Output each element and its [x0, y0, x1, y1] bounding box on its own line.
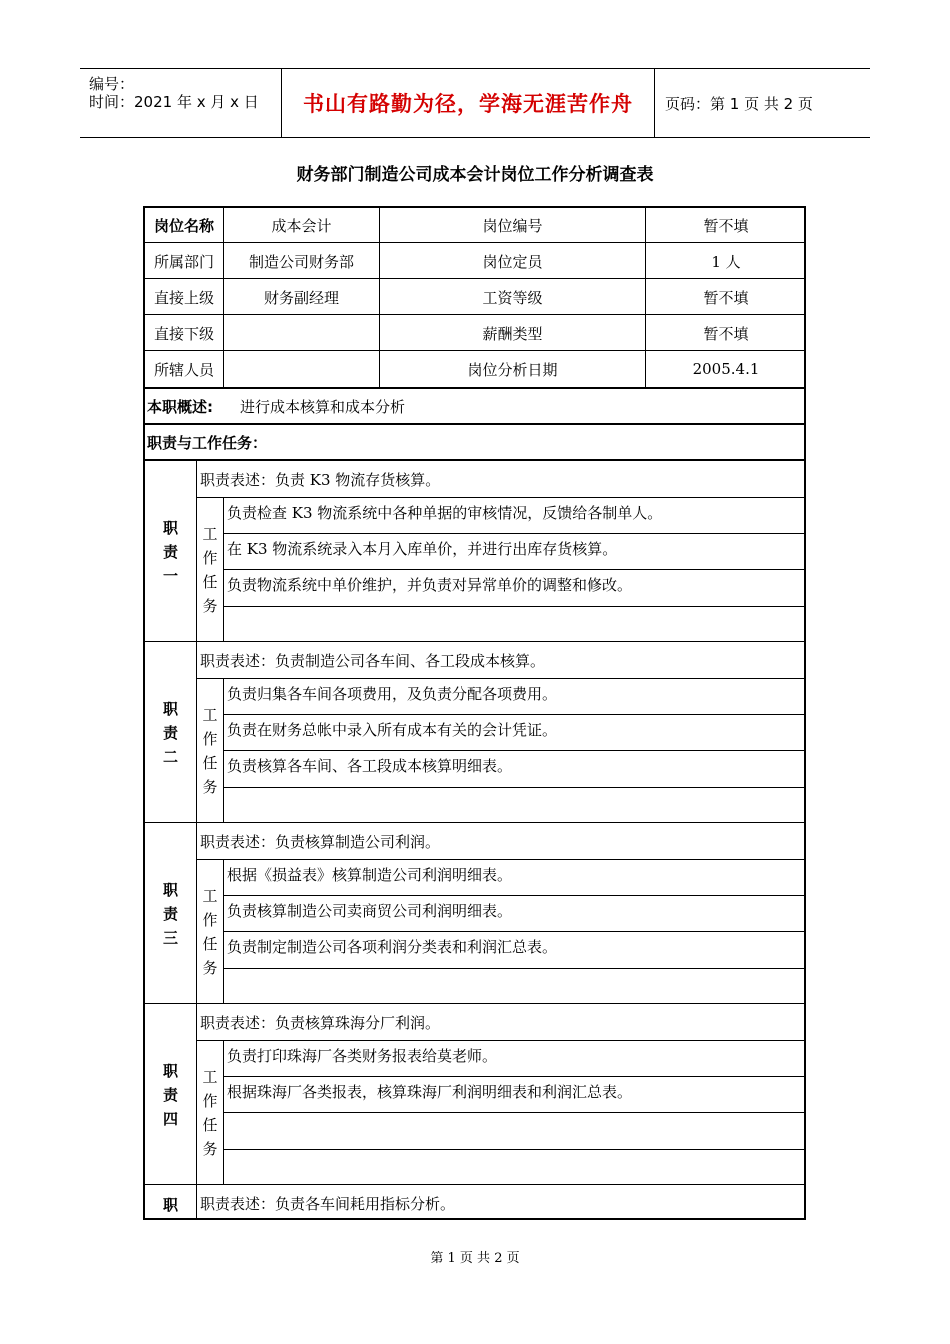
- header-page-box: [655, 69, 870, 137]
- header-meta: [80, 69, 282, 137]
- duty-statement: 职责表述：负责各车间耗用指标分析。: [200, 1194, 456, 1213]
- duty-statement: 职责表述：负责核算制造公司利润。: [200, 832, 441, 851]
- task-label-char: 工: [202, 886, 218, 905]
- info-value: 制造公司财务部: [248, 252, 354, 271]
- task-item: [227, 787, 802, 817]
- task-label-char: 作: [202, 729, 218, 748]
- duty-name-char: 三: [162, 928, 178, 947]
- task-label-char: 任: [202, 1115, 218, 1134]
- header-motto-box: [282, 69, 655, 137]
- info-value-2: 暂不填: [703, 324, 749, 343]
- task-item: 负责制定制造公司各项利润分类表和利润汇总表。: [227, 938, 558, 957]
- info-label-2: 岗位编号: [482, 216, 543, 235]
- summary-label: 本职概述:: [147, 397, 213, 416]
- info-label: 岗位名称: [153, 216, 214, 235]
- task-item: [227, 1149, 802, 1179]
- duty-statement: 职责表述：负责核算珠海分厂利润。: [200, 1013, 441, 1032]
- task-label-char: 作: [202, 1091, 218, 1110]
- duty-statement: 职责表述：负责 K3 物流存货核算。: [200, 470, 441, 489]
- duty-left-divider: [196, 1183, 197, 1220]
- duty-name-char: 职: [162, 1061, 178, 1080]
- task-label-char: 工: [202, 524, 218, 543]
- duty-name-char: 责: [162, 723, 178, 742]
- duty-name-char: 职: [162, 1196, 178, 1214]
- info-value: [224, 352, 379, 386]
- info-label-2: 薪酬类型: [482, 324, 543, 343]
- info-label-2: 岗位分析日期: [467, 360, 558, 379]
- duty-name: [145, 461, 196, 642]
- task-item: [227, 606, 802, 636]
- document-title: 财务部门制造公司成本会计岗位工作分析调查表: [296, 165, 654, 185]
- info-label: 所属部门: [153, 252, 214, 271]
- info-value: 财务副经理: [263, 288, 339, 307]
- task-item: 负责打印珠海厂各类财务报表给莫老师。: [227, 1047, 498, 1065]
- motto: 书山有路勤为径，学海无涯苦作舟: [303, 92, 633, 116]
- duty-name-char: 责: [162, 1085, 178, 1104]
- duty-statement: 职责表述：负责制造公司各车间、各工段成本核算。: [200, 651, 546, 670]
- task-label-char: 任: [202, 934, 218, 953]
- duty-name-char: 责: [162, 904, 178, 923]
- duty-name-char: 四: [162, 1109, 178, 1128]
- task-label-char: 务: [202, 777, 218, 796]
- page-header: [80, 68, 870, 138]
- job-analysis-form: [143, 206, 806, 1220]
- info-label: 所辖人员: [153, 360, 214, 379]
- task-item: 负责在财务总帐中录入所有成本有关的会计凭证。: [227, 721, 558, 740]
- info-value-2: 暂不填: [703, 288, 749, 307]
- task-label-char: 务: [202, 1139, 218, 1158]
- info-value-2: 1 人: [711, 252, 741, 271]
- duties-header: 职责与工作任务：: [147, 433, 268, 452]
- task-label: [197, 497, 223, 642]
- info-value-2: 暂不填: [703, 216, 749, 235]
- task-label-char: 工: [202, 1067, 218, 1086]
- task-item: 在 K3 物流系统录入本月入库单价，并进行出库存货核算。: [227, 540, 618, 559]
- task-label-char: 作: [202, 548, 218, 567]
- info-label-2: 工资等级: [482, 288, 543, 307]
- info-label: 直接下级: [153, 324, 214, 343]
- task-item: 负责核算各车间、各工段成本核算明细表。: [227, 757, 513, 776]
- duty-name-char: 职: [162, 699, 178, 718]
- task-label-char: 任: [202, 753, 218, 772]
- info-value: 成本会计: [271, 216, 332, 235]
- number-label: 编号：: [89, 75, 135, 93]
- task-item: 负责检查 K3 物流系统中各种单据的审核情况，反馈给各制单人。: [227, 504, 663, 522]
- duty-name: [145, 1004, 196, 1185]
- info-value: [224, 316, 379, 350]
- page-indicator: 页码：第 1 页 共 2 页: [665, 94, 813, 113]
- task-item: [227, 1112, 802, 1142]
- duty-name-char: 二: [162, 747, 178, 766]
- task-label: [197, 1040, 223, 1185]
- duty-name-char: 一: [162, 566, 178, 585]
- task-item: 根据《损益表》核算制造公司利润明细表。: [227, 866, 513, 884]
- task-item: 根据珠海厂各类报表，核算珠海厂利润明细表和利润汇总表。: [227, 1083, 633, 1102]
- duty-name-char: 职: [162, 518, 178, 537]
- task-item: 负责核算制造公司卖商贸公司利润明细表。: [227, 902, 513, 921]
- duty-name-char: 职: [162, 880, 178, 899]
- task-label-char: 作: [202, 910, 218, 929]
- task-item: 负责归集各车间各项费用，及负责分配各项费用。: [227, 685, 558, 703]
- duty-name: [145, 1185, 196, 1220]
- duty-name: [145, 823, 196, 1004]
- duty-name-char: 责: [162, 542, 178, 561]
- time-label: 时间：2021 年 x 月 x 日: [89, 93, 259, 111]
- task-label: [197, 678, 223, 823]
- info-label: 直接上级: [153, 288, 214, 307]
- task-label: [197, 859, 223, 1004]
- duty-name: [145, 642, 196, 823]
- task-label-char: 务: [202, 596, 218, 615]
- task-item: [227, 968, 802, 998]
- task-item: 负责物流系统中单价维护，并负责对异常单价的调整和修改。: [227, 576, 633, 595]
- info-label-2: 岗位定员: [482, 252, 543, 271]
- task-label-char: 任: [202, 572, 218, 591]
- summary-text: 进行成本核算和成本分析: [240, 397, 406, 416]
- page-footer: 第 1 页 共 2 页: [430, 1251, 520, 1266]
- task-label-char: 务: [202, 958, 218, 977]
- info-value-2: 2005.4.1: [692, 360, 760, 378]
- task-label-char: 工: [202, 705, 218, 724]
